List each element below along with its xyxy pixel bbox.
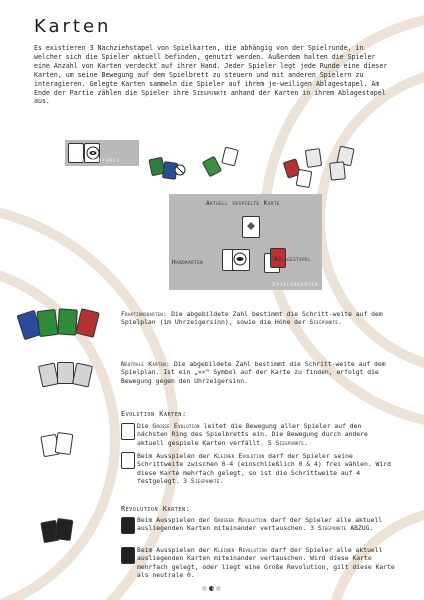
hand-emblem-icon bbox=[233, 252, 247, 266]
page-dot bbox=[202, 586, 207, 591]
big-revolution-text: Beim Ausspielen der Großen Revolution darf der Spieler alle aktuell ausliegenden Karten miteinander vertauschen. 3 Siegpunkte ABZUG. bbox=[137, 516, 383, 533]
intro-text: Es existieren 3 Nachziehstapel von Spielkarten, die abhängig von der Spielrunde, in welcher sich die Spieler aktuell befinden, genutzt werden. Außerdem halten die Spieler eine Anzahl von Karten verdeckt auf ihrer Hand. Jeder Spieler legt jede Runde eine dieser Karten, um seine Bewegung auf dem Spielbrett zu steuern und mit anderen Spielern zu interagieren. Gelegte Karten sammeln die Spieler auf ihrem je-weiligen Ablagestapel. Am Ende der Partie zählen die Spieler ihre Siegpunkte anhand der Karten in ihrem Ablagestapel aus. bbox=[34, 44, 388, 106]
revolution-heading: Revolution Karten: bbox=[121, 505, 191, 513]
draw-pile-label: Nachziehstapel bbox=[70, 158, 121, 164]
page-dot bbox=[216, 586, 221, 591]
scatter-card-pattern bbox=[305, 148, 322, 168]
revolution-card bbox=[55, 518, 74, 541]
player-cards-label: Spielerkarten bbox=[272, 282, 319, 288]
evolution-heading: Evolution Karten: bbox=[121, 410, 187, 418]
neutral-card bbox=[72, 362, 93, 387]
big-evolution-text: Die Große Evolution leitet die Bewegung aller Spieler auf den nächsten Ring des Spielbretts ein. Die Bewegung durch andere aktuell gespiele Karten verfällt. 5 Siegpunkte. bbox=[137, 422, 368, 447]
scatter-card-neutral-2 bbox=[296, 169, 313, 188]
small-evolution-icon bbox=[121, 452, 135, 469]
big-revolution-icon bbox=[121, 517, 135, 534]
blocked-circle-icon bbox=[174, 164, 186, 176]
evolution-card-fan bbox=[42, 432, 92, 462]
small-revolution-icon bbox=[121, 547, 135, 564]
discard-label: Ablagestapel bbox=[274, 256, 312, 263]
current-card-label: Aktuell gespielte Karte bbox=[206, 200, 281, 207]
page-title: Karten bbox=[34, 16, 112, 37]
faction-card bbox=[75, 308, 100, 338]
small-revolution-text: Beim Ausspielen der Kleinen Revolution darf der Spieler alle aktuell ausliegenden Karten miteinander vertauschen. Wird diese Karte mehrfach gelegt, oder liegt eine Große Revolution, gilt diese Karte als neutrale 0. bbox=[137, 546, 395, 580]
faction-text: Fraktionskarten: Die abgebildete Zahl bestimmt die Schritt-weite auf dem Spielplan (im Uhrzeigersinn), sowie die Höhe der Siegpunkte. bbox=[121, 310, 383, 327]
scatter-card-pattern-3 bbox=[329, 161, 346, 180]
small-evolution-text: Beim Ausspielen der Kleinen Evolution darf der Spieler seine Schrittweite zwischen 0-4 (einschließlich 0 & 4) frei wählen. Wird diese Karte mehrfach gelegt, so ist die Schrittweite auf 4 festgelegt. 3 Siegpunkte. bbox=[137, 452, 391, 486]
hand-label: Handkarten bbox=[172, 259, 204, 266]
page-number: 8 bbox=[212, 586, 215, 591]
big-evolution-icon bbox=[121, 423, 135, 440]
revolution-card-fan bbox=[42, 518, 92, 548]
faction-card bbox=[36, 309, 58, 337]
neutral-text: Neutrale Karten: Die abgebildete Zahl bestimmt die Schritt-weite auf dem Spielplan. Ist ein „<<“ Symbol auf der Karte zu finden, erfolgt die Bewegung gegen den Uhrzeigersinn. bbox=[121, 360, 386, 385]
faction-card-fan bbox=[18, 307, 118, 347]
neutral-card bbox=[38, 362, 59, 387]
current-card-emblem-icon bbox=[246, 221, 256, 231]
neutral-card-fan bbox=[40, 360, 110, 390]
evolution-card bbox=[55, 432, 74, 455]
player-area-panel bbox=[169, 194, 322, 290]
